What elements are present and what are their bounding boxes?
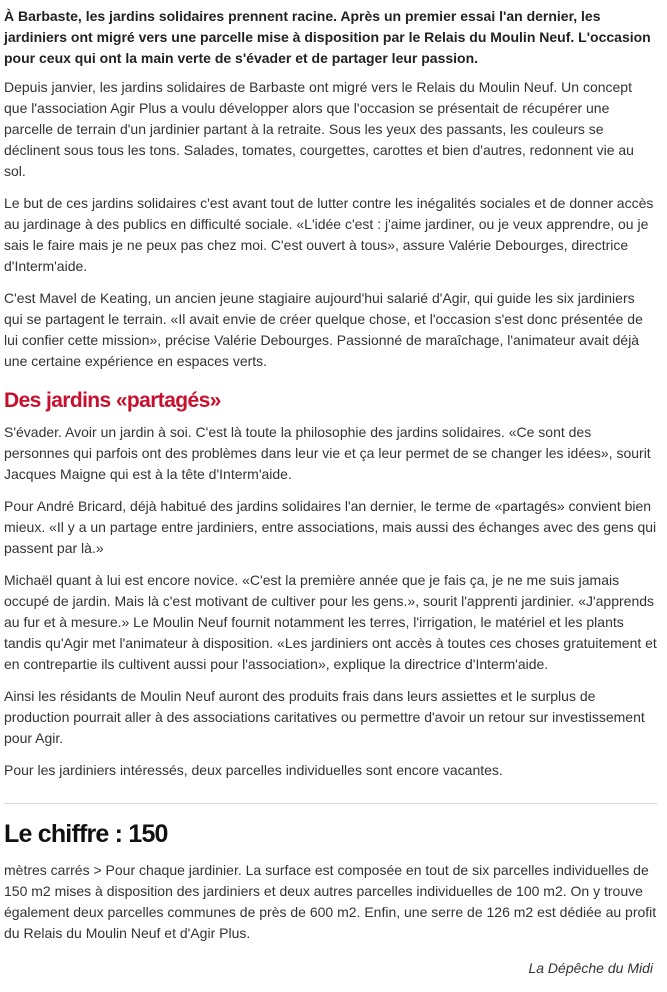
paragraph-section-2: Pour André Bricard, déjà habitué des jardins solidaires l'an dernier, le terme de «partagés» convient bien mieux. «Il y a un partage entre jardiniers, entre associations, mais aussi des échanges avec des gens qui passent par là.» [4,498,657,556]
section-subheading: Des jardins «partagés» [4,389,221,412]
chiffre-heading: Le chiffre : 150 [4,820,168,848]
paragraph-intro-1: Depuis janvier, les jardins solidaires de Barbaste ont migré vers le Relais du Moulin Neuf. Un concept que l'association Agir Plus a voulu développer alors que l'occasion se présentait de récupérer une parcelle de terrain d'un jardinier partant à la retraite. Sous les yeux des passants, les couleurs se déclinent sous tous les tons. Salades, tomates, courgettes, carottes et bien d'autres, redonnent vie au sol. [4,79,634,179]
paragraph-intro-2: Le but de ces jardins solidaires c'est avant tout de lutter contre les inégalités sociales et de donner accès au jardinage à des publics en difficulté sociale. «L'idée c'est : j'aime jardiner, ou je veux apprendre, ou je sais le faire mais je ne peux pas chez moi. C'est ouvert à tous», assure Valérie Debourges, directrice d'Interm'aide. [4,195,654,274]
source-credit: La Dépêche du Midi [528,960,653,976]
paragraph-section-3: Michaël quant à lui est encore novice. «C'est la première année que je fais ça, je ne me suis jamais occupé de jardin. Mais là c'est motivant de cultiver pour les gens.», sourit l'apprenti jardinier. «J'apprends au fur et à mesure.» Le Moulin Neuf fournit notamment les terres, l'irrigation, le matériel et les plants tandis qu'Agir met l'animateur à disposition. «Les jardiniers ont accès à toutes ces choses gratuitement et en contrepartie ils cultivent aussi pour l'association», explique la directrice d'Interm'aide. [4,572,657,672]
chiffre-paragraph: mètres carrés > Pour chaque jardinier. La surface est composée en tout de six parcelles individuelles de 150 m2 mises à disposition des jardiniers et deux autres parcelles individuelles de 100 m2. On y trouve également deux parcelles communes de près de 600 m2. Enfin, une serre de 126 m2 est dédiée au profit du Relais du Moulin Neuf et d'Agir Plus. [4,862,657,941]
paragraph-intro-3: C'est Mavel de Keating, un ancien jeune stagiaire aujourd'hui salarié d'Agir, qui guide les six jardiniers qui se partagent le terrain. «Il avait envie de créer quelque chose, et l'occasion s'est donc présentée de lui confier cette mission», précise Valérie Debourges. Passionné de maraîchage, l'animateur avait déjà une certaine expérience en espaces verts. [4,290,643,369]
section-divider [4,803,657,804]
paragraph-section-5: Pour les jardiniers intéressés, deux parcelles individuelles sont encore vacantes. [4,762,503,778]
article-lead: À Barbaste, les jardins solidaires prennent racine. Après un premier essai l'an dernier, les jardiniers ont migré vers une parcelle mise à disposition par le Relais du Moulin Neuf. L'occasion pour ceux qui ont la main verte de s'évader et de partager leur passion. [4,8,651,66]
paragraph-section-1: S'évader. Avoir un jardin à soi. C'est là toute la philosophie des jardins solidaires. «Ce sont des personnes qui parfois ont des problèmes dans leur vie et ça leur permet de se changer les idées», sourit Jacques Maigne qui est à la tête d'Interm'aide. [4,424,651,482]
paragraph-section-4: Ainsi les résidants de Moulin Neuf auront des produits frais dans leurs assiettes et le surplus de production pourrait aller à des associations caritatives ou permettre d'avoir un retour sur investissement pour Agir. [4,688,645,746]
